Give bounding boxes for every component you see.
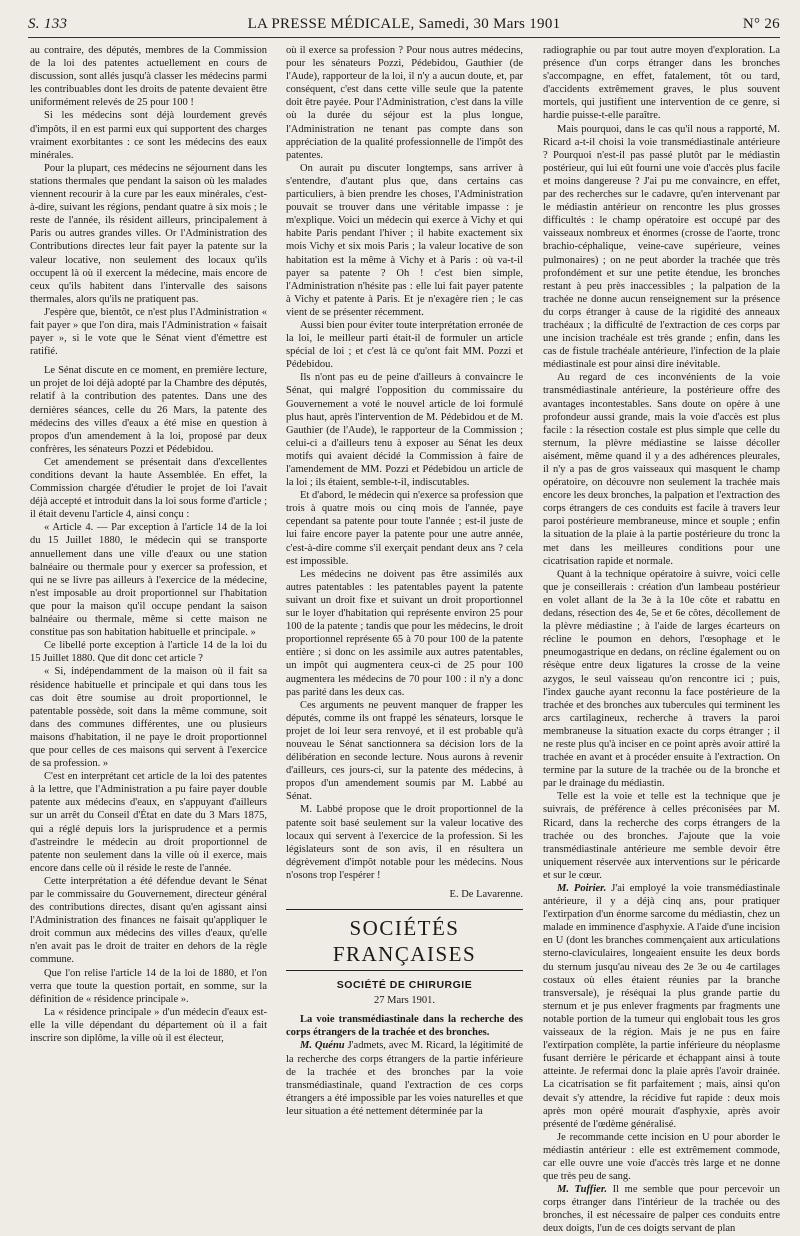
paragraph: Je recommande cette incision en U pour aborder le médiastin antérieur : elle est extrêmement commode, car elle ouvre une voie d'accès très large et ne donne que très peu de sang.	[543, 1131, 780, 1183]
paragraph: Si les médecins sont déjà lourdement grevés d'impôts, il en est parmi eux qui supportent des charges vraiment exorbitantes : ce sont les médecins des eaux minérales.	[30, 110, 267, 161]
paragraph: M. Labbé propose que le droit proportionnel de la patente soit basé seulement sur la valeur locative des locaux qui servent à l'exercice de la profession. Si les législateurs sont de son avis, il en résultera un dégrèvement d'impôt notable pour les médecins. Nous n'osons trop l'espérer !	[286, 804, 523, 881]
paragraph: J'espère que, bientôt, ce n'est plus l'Administration « fait payer » que l'on dira, mais l'Administration « faisait payer », si le vote que le Sénat vient d'émettre est ratifié.	[30, 306, 267, 358]
speaker-name: M. Tuffier.	[557, 1184, 607, 1196]
society-date: 27 Mars 1901.	[374, 995, 435, 1007]
paragraph: Mais pourquoi, dans le cas qu'il nous a rapporté, M. Ricard a-t-il choisi la voie transmédiastinale antérieure ? Pourquoi n'est-il pas passé plutôt par le médiastin postérieur, qui lui eût fourni une voie d'accès plus facile et moins dangereuse ? J'ai pu me convaincre, en effet, par des recherches sur le cadavre, qu'en intervenant par le médiastin antérieur on rencontre les plus grosses difficultés : le champ opératoire est occupé par des vaisseaux nombreux et énormes (crosse de l'aorte, tronc brachio-céphalique, veine-cave supérieure, veines pulmonaires) ; on ne peut aborder la trachée que très profondément et sur une petite étendue, les bronches restant à peu près inaccessibles ; la palpation de la trachée ne donne aucun renseignement sur la présence du corps étranger à cause de la rigidité des anneaux trachéaux ; la difficulté de l'extraction de ces corps par une incision trachéale est très grande ; enfin, dans les cas de fistule trachéale antérieure, l'infection de la plaie médiastinale est pour ainsi dire inévitable.	[543, 123, 780, 371]
paragraph: C'est en interprétant cet article de la loi des patentes à la lettre, que l'Administration a pu faire payer double patente aux médecins d'eaux, en s'appuyant d'ailleurs sur un arrêt du Conseil d'État en date du 3 Mars 1875, qui a réglé depuis lors la jurisprudence et a permis d'astreindre le médecin au droit proportionnel de patente non seulement dans la ville où il exerce, mais encore dans celle où il réside le reste de l'année.	[30, 771, 267, 874]
paragraph: Cette interprétation a été défendue devant le Sénat par le commissaire du Gouvernement, directeur général des contributions directes, disant qu'en agissant ainsi l'Administration des finances ne faisait qu'appliquer le droit commun aux médecins des villes d'eaux, qu'elle n'en avait pas le droit de traiter en dehors de la règle commune.	[30, 875, 267, 966]
paragraph	[543, 1183, 780, 1235]
paragraph: Ils n'ont pas eu de peine d'ailleurs à convaincre le Sénat, qui malgré l'opposition du commissaire du Gouvernement a voté le nouvel article de loi formulé plus haut, après l'intervention de M. Pédebidou et de M. Gauthier (de l'Aude), le rapporteur de la Commission ; celui-ci a d'ailleurs tenu à exposer au Sénat les deux motifs qui avaient décidé la Commission à faire de l'amendement de MM. Pozzi et Pédebidou un article de la loi ; ils étaient, semble-t-il, indiscutables.	[286, 372, 523, 489]
speaker-text: Il me semble que pour percevoir un corps étranger dans l'intérieur de la trachée ou des bronches, il est nécessaire de palper ces conduits entre deux doigts, l'un de ces doigts servant de plan	[543, 1184, 780, 1235]
paragraph: où il exerce sa profession ? Pour nous autres médecins, pour les sénateurs Pozzi, Pédebidou, Gauthier (de l'Aude), rapporteur de la loi, il n'y a aucun doute, et, par conséquent, c'est dans cette ville seule que la patente doit être payée. Pour l'Administration, c'est dans la ville où la durée du séjour est la plus longue, l'Administration ne tenant pas compte dans son appréciation de la qualité professionnelle de l'impôt des patentes.	[286, 45, 523, 161]
issue-number: N° 26	[742, 16, 780, 32]
author-signature: E. De Lavarenne.	[449, 889, 523, 900]
paragraph: Ce libellé porte exception à l'article 14 de la loi du 15 Juillet 1880. Que dit donc cet article ?	[30, 640, 267, 665]
paragraph: Ces arguments ne peuvent manquer de frapper les députés, comme ils ont frappé les sénateurs, lorsque le projet de loi leur sera renvoyé, et il est probable qu'à nouveau le Sénat sanctionnera sa décision lors de la délibération en seconde lecture. Nous aurons à revenir d'ailleurs, ces jours-ci, sur la patente des médecins, à propos d'un amendement soumis par M. Labbé au Sénat.	[286, 699, 523, 803]
session-topic: La voie transmédiastinale dans la recherche des corps étrangers de la trachée et des bronches.	[286, 1014, 523, 1039]
column-3	[543, 44, 780, 1235]
section-banner: SOCIÉTÉS FRANÇAISES	[286, 909, 523, 971]
paragraph: Et d'abord, le médecin qui n'exerce sa profession que trois à quatre mois ou cinq mois de l'année, paye cependant sa patente pour toute l'année ; est-il juste de lui faire encore payer la patente pour une autre année, c'est-à-dire comme s'il exerçait pendant deux ans ? cela est impossible.	[286, 490, 523, 567]
paragraph: Cet amendement se présentait dans d'excellentes conditions devant la haute Assemblée. En effet, la Commission chargée d'étudier le projet de loi l'avait déjà accepté et introduit dans la loi sous forme d'article ; il était devenu l'article 4, ainsi conçu :	[30, 456, 267, 521]
speaker-name: M. Poirier.	[557, 883, 607, 894]
society-title: SOCIÉTÉ DE CHIRURGIE	[336, 979, 473, 992]
paragraph: Pour la plupart, ces médecins ne séjournent dans les stations thermales que pendant la saison où les malades viennent recourir à la cure par les eaux minérales, c'est-à-dire, suivant les régions, pendant quatre à six mois ; le reste de l'année, ils résident ailleurs, principalement à Paris ou autres grandes villes. Or l'Administration des Contributions directes leur fait payer la patente sur la valeur locative, non seulement des locaux qu'ils occupent là où il exercent la médecine, mais encore de ceux qu'ils habitent dans l'intervalle des saisons thermales, alors qu'ils ne pratiquent pas.	[30, 162, 267, 305]
paragraph: Aussi bien pour éviter toute interprétation erronée de la loi, le meilleur parti était-il de formuler un article spécial de loi ; et c'est là ce qu'ont fait MM. Pozzi et Pédebidou.	[286, 319, 523, 371]
speaker-name: M. Quénu	[300, 1040, 345, 1052]
speaker-text: J'admets, avec M. Ricard, la légitimité de la recherche des corps étrangers de la partie inférieure de la trachée et des bronches par la voie transmédiastinale, quand l'extraction de ces corps étrangers a été impossible par les voies naturelles et que leur situation a été nettement déterminée par la	[286, 1040, 523, 1117]
page-header	[28, 14, 780, 36]
paragraph: Quant à la technique opératoire à suivre, voici celle que je conseillerais : création d'un lambeau postérieur en volet allant de la 3e à la 10e côte et rabattu en dedans, résection des 4e, 5e et 6e côtes, décollement de la plèvre médiastine ; à l'aide de larges écarteurs on récline le poumon en dehors, l'œsophage et le pneumogastrique en dedans, on récline également ou on résèque entre deux ligatures la crosse de la veine azygos, le seul vaisseau qu'on rencontre ici ; puis, l'index gauche ayant reconnu la face postérieure de la trachée et des bronches aux tubercules qui terminent les arcs cartilagineux, recherche à travers la paroi membraneuse la situation exacte du corps étranger ; il ne reste plus qu'à inciser en ce point après avoir attiré la trachée en avant et à procéder ensuite à l'extraction. On termine par la suture de la trachée ou de la bronche et par le drainage du médiastin.	[543, 568, 780, 790]
paragraph: Au regard de ces inconvénients de la voie transmédiastinale antérieure, la postérieure offre des avantages incontestables. Sans doute on opère à une profondeur aussi grande, mais la voie d'accès est plus facile : la résection costale est plus simple que celle du sternum, la plèvre médiastine se laisse décoller aisément, même quand il y a des adhérences pleurales, il n'y a pas de gros vaisseaux qui masquent le champ opératoire, on découvre non seulement la trachée mais encore les deux bronches, la palpation et l'extraction des corps étrangers de ces conduits est facile à travers leur paroi postérieure membraneuse, mince et souple ; enfin la situation de la plaie à la partie postérieure du tronc la met dans les meilleures conditions pour une cicatrisation rapide et normale.	[543, 372, 780, 567]
speaker-text: J'ai employé la voie transmédiastinale antérieure, il y a déjà cinq ans, pour pratiquer l'extirpation d'un énorme sarcome du médiastin, chez un malade en imminence d'asphyxie. A l'aide d'une incision en U (dont les branches commençaient aux articulations sterno-claviculaires, longeaient ensuite les deux bords du sternum jusqu'au niveau des 2e 3e ou 4e cartilages costaux où elles étaient réunies par la branche transversale), je réséquai la plus grande partie du sternum et je pus enlever fragments par fragments une notable portion de la tumeur qui englobait tous les gros vaisseaux de la région. Mais je ne pus en faire l'extirpation complète, la partie inférieure du néoplasme fusant derrière le péricarde et échappant ainsi à toute atteinte. Je refermai donc la plaie après l'avoir drainée. La cicatrisation se fit parfaitement ; mais, ainsi qu'on devait s'y attendre, la récidive fut rapide : deux mois après mon opéré mourait d'asphyxie, après avoir présenté de l'œdème généralisé.	[543, 883, 780, 1130]
paragraph: Telle est la voie et telle est la technique que je suivrais, de préférence à celles préconisées par M. Ricard, dans la recherche des corps étrangers de la trachée ou des bronches. J'ajoute que la voie transmédiastinale antérieure me semble devoir être uniquement réservée aux interventions sur le péricarde et sur le cœur.	[543, 791, 780, 881]
paragraph: Que l'on relise l'article 14 de la loi de 1880, et l'on verra que toute la question portait, en somme, sur la définition de « résidence principale ».	[30, 967, 267, 1005]
paragraph: radiographie ou par tout autre moyen d'exploration. La présence d'un corps étranger dans les bronches s'accompagne, en effet, fatalement, tôt ou tard, d'accidents extrêmement graves, le plus souvent mortels, qui justifient une intervention de ce genre, si hardie puisse-t-elle paraître.	[543, 45, 780, 122]
journal-title: LA PRESSE MÉDICALE, Samedi, 30 Mars 1901	[247, 16, 561, 32]
paragraph: « Si, indépendamment de la maison où il fait sa résidence habituelle et principale et qui dans tous les cas doit être soumise au droit proportionnel, le patentable possède, soit dans la même commune, soit dans des communes différentes, une ou plusieurs maisons d'habitation, il ne paye le droit proportionnel que pour celles de ces maisons qui servent à l'exercice de sa profession. »	[30, 666, 267, 770]
paragraph: au contraire, des députés, membres de la Commission de la loi des patentes actuellement en cours de discussion, sont allés jusqu'à classer les médecins parmi les contribuables dont les droits de patente devaient être uniformément relevés de 25 pour 100 !	[30, 45, 267, 109]
paragraph: Les médecins ne doivent pas être assimilés aux autres patentables : les patentables payent la patente suivant un droit fixe et suivant un droit proportionnel sur le loyer d'habitation qui représente environ 25 pour 100 de la patente ; tandis que pour les médecins, le droit proportionnel représente 65 à 70 pour 100 de la patente entière ; si donc on les assimile aux autres patentables, un impôt qui augmentera ceux-ci de 25 pour 100 augmentera les médecins de 70 pour 100 : il n'y a donc pas parité dans les deux cas.	[286, 568, 523, 698]
paragraph	[286, 1039, 523, 1118]
paragraph: « Article 4. — Par exception à l'article 14 de la loi du 15 Juillet 1880, le médecin qui se transporte annuellement dans une ville d'eaux ou une station balnéaire ou thermale pour y exercer sa profession, et qui ne se livre pas ailleurs à l'exercice de la médecine, n'est imposable au droit proportionnel sur l'habitation que pour la maison qu'il occupe pendant la saison balnéaire ou thermale, même si cette maison ne constitue pas son habitation habituelle et principale. »	[30, 522, 267, 639]
column-1	[30, 44, 267, 1112]
column-2	[286, 44, 523, 1117]
header-rule	[28, 37, 780, 38]
paragraph	[543, 882, 780, 1131]
paragraph: On aurait pu discuter longtemps, sans arriver à s'entendre, d'autant plus que, dans certains cas particuliers, à bien prendre les choses, l'Administration pouvait se trouver dans une véritable impasse : je m'explique. Voici un médecin qui exerce à Vichy et qui habite Paris pendant l'hiver ; il habite exactement six mois Vichy et six mois Paris ; la valeur locative de son habitation est la même à Vichy et à Paris : où va-t-il payer sa patente ? Oh ! c'est bien simple, l'Administration n'hésite pas : elle lui fait payer patente à Vichy et patente à Paris. Et je n'exagère rien ; le cas vient de se présenter récemment.	[286, 162, 523, 318]
paragraph: Le Sénat discute en ce moment, en première lecture, un projet de loi déjà adopté par la Chambre des députés, relatif à la contribution des patentes. Dans une des dernières séances, celle du 26 Mars, la patente des médecins des villes d'eaux a été mise en question à propos d'un amendement à la loi, proposé par deux confrères, les sénateurs Pozzi et Pédebidou.	[30, 365, 267, 455]
paragraph: La « résidence principale » d'un médecin d'eaux est-elle la ville dépendant du département où il a fait inscrire son diplôme, la ville où il est électeur,	[30, 1006, 267, 1045]
page-number: S. 133	[28, 16, 68, 32]
